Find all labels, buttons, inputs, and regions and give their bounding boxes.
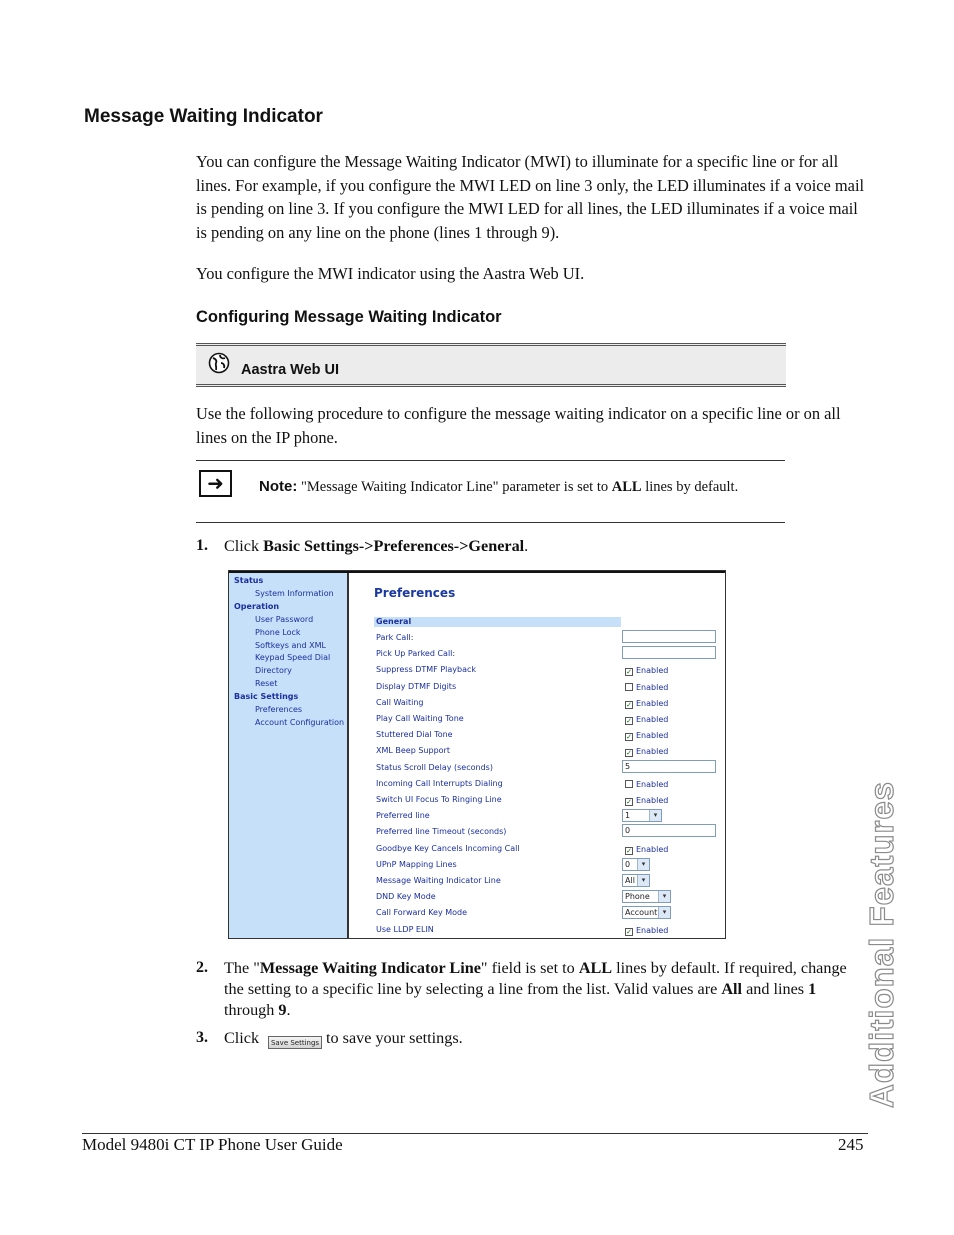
note-bold: ALL <box>611 479 642 495</box>
pref-row-label: Message Waiting Indicator Line <box>376 876 501 885</box>
pref-select[interactable] <box>622 906 671 919</box>
web-ui-screenshot <box>228 570 726 939</box>
note-top-rule <box>196 460 785 461</box>
pref-row-label: Preferred line Timeout (seconds) <box>376 827 507 836</box>
section-title: Message Waiting Indicator <box>84 106 323 127</box>
pref-row-label: Call Forward Key Mode <box>376 908 468 917</box>
nav-group-basic-settings[interactable]: Basic Settings <box>234 692 299 701</box>
pref-row-label: Park Call: <box>376 633 414 642</box>
step-2-mid: " field is set to <box>480 959 579 977</box>
pref-row-label: Incoming Call Interrupts Dialing <box>376 779 503 788</box>
note-text-after: lines by default. <box>641 479 739 495</box>
pref-row-label: Display DTMF Digits <box>376 682 457 691</box>
nav-item-directory[interactable]: Directory <box>255 666 292 675</box>
step-2-mid3: and lines <box>742 980 809 998</box>
globe-icon <box>208 352 230 374</box>
pref-row-label: Suppress DTMF Playback <box>376 665 477 674</box>
intro-paragraph-2: You configure the MWI indicator using the Aastra Web UI. <box>196 264 585 283</box>
step-3-post: to save your settings. <box>326 1029 463 1047</box>
side-tab-label: Additional Features <box>863 780 900 1108</box>
select-value: Account <box>625 908 658 917</box>
note <box>259 478 738 496</box>
pref-select[interactable] <box>622 874 650 887</box>
nav-item-system-information[interactable]: System Information <box>255 589 334 598</box>
note-label: Note: <box>259 478 298 495</box>
preferences-title: Preferences <box>374 586 456 600</box>
pref-row-label: DND Key Mode <box>376 892 436 901</box>
pref-select[interactable] <box>622 858 650 871</box>
checkbox-empty-icon[interactable] <box>625 780 633 788</box>
screenshot-nav <box>229 573 349 938</box>
nav-item-phone-lock[interactable]: Phone Lock <box>255 628 301 637</box>
step-1-text <box>224 536 864 557</box>
step-2-number: 2. <box>196 959 208 976</box>
checkbox-label: Enabled <box>636 780 669 789</box>
pref-text-input[interactable]: 5 <box>622 760 716 773</box>
select-value: All <box>625 876 635 885</box>
pref-checkbox[interactable] <box>625 715 668 725</box>
checkbox-label: Enabled <box>636 747 669 756</box>
checkbox-label: Enabled <box>636 683 669 692</box>
pref-row-label: Call Waiting <box>376 698 424 707</box>
nav-group-operation[interactable]: Operation <box>234 602 280 611</box>
step-2-mid2: lines by default. If required, change the setting to a specific line by selecting a line from the list. Valid values are <box>224 959 847 998</box>
nav-item-user-password[interactable]: User Password <box>255 615 314 624</box>
select-value: Phone <box>625 892 650 901</box>
select-value: 0 <box>625 860 631 869</box>
nav-item-account-configuration[interactable]: Account Configuration <box>255 718 345 727</box>
step-2-field: Message Waiting Indicator Line <box>259 959 481 977</box>
pref-checkbox[interactable] <box>625 747 668 757</box>
nav-item-reset[interactable]: Reset <box>255 679 278 688</box>
checkmark-icon[interactable]: ✓ <box>626 717 632 725</box>
checkmark-icon[interactable]: ✓ <box>626 798 632 806</box>
pref-checkbox[interactable] <box>625 699 668 709</box>
checkbox-label: Enabled <box>636 731 669 740</box>
subsection-title: Configuring Message Waiting Indicator <box>196 308 502 326</box>
note-bottom-rule <box>196 522 785 523</box>
web-ui-label: Aastra Web UI <box>241 362 340 378</box>
checkmark-icon[interactable]: ✓ <box>626 928 632 936</box>
step-3-pre: Click <box>224 1029 260 1047</box>
checkbox-label: Enabled <box>636 845 669 854</box>
checkbox-label: Enabled <box>636 796 669 805</box>
checkbox-label: Enabled <box>636 715 669 724</box>
step-1-number: 1. <box>196 537 208 554</box>
nav-item-keypad-speed-dial[interactable]: Keypad Speed Dial <box>255 653 331 662</box>
checkmark-icon[interactable]: ✓ <box>626 668 632 676</box>
note-text-before: "Message Waiting Indicator Line" parameter is set to <box>300 479 612 495</box>
chevron-down-icon[interactable]: ▾ <box>637 875 649 886</box>
pref-row-label: Status Scroll Delay (seconds) <box>376 763 493 772</box>
nav-item-softkeys-xml[interactable]: Softkeys and XML <box>255 641 326 650</box>
step-1-post: . <box>524 537 529 555</box>
pref-checkbox[interactable] <box>625 683 668 692</box>
pref-row-label: XML Beep Support <box>376 746 450 755</box>
pref-text-input[interactable]: 0 <box>622 824 716 837</box>
pref-row-label: UPnP Mapping Lines <box>376 860 457 869</box>
step-2-text <box>224 958 864 1021</box>
procedure-intro: Use the following procedure to configure the message waiting indicator on a specific line or on all lines on the IP phone. <box>196 404 841 447</box>
step-3-number: 3. <box>196 1029 208 1046</box>
checkmark-icon[interactable]: ✓ <box>626 749 632 757</box>
footer-title: Model 9480i CT IP Phone User Guide <box>82 1135 343 1154</box>
pref-row-label: Switch UI Focus To Ringing Line <box>376 795 502 804</box>
step-2-nine: 9 <box>278 1001 287 1019</box>
pref-checkbox[interactable] <box>625 731 668 741</box>
pref-row-label: Preferred line <box>376 811 430 820</box>
step-1-pre: Click <box>224 537 264 555</box>
pref-checkbox[interactable] <box>625 796 668 806</box>
nav-item-preferences[interactable]: Preferences <box>255 705 303 714</box>
general-group-header: General <box>374 617 621 627</box>
select-value: 1 <box>625 811 631 820</box>
checkmark-icon[interactable]: ✓ <box>626 701 632 709</box>
step-2-pre: The " <box>224 959 260 977</box>
nav-group-status[interactable]: Status <box>234 576 264 585</box>
pref-text-input[interactable] <box>622 630 716 643</box>
checkbox-empty-icon[interactable] <box>625 683 633 691</box>
page-number: 245 <box>838 1135 864 1154</box>
step-2-all: All <box>721 980 743 998</box>
arrow-right-icon: ➜ <box>199 470 232 497</box>
pref-checkbox[interactable] <box>625 926 668 936</box>
step-1-path: Basic Settings->Preferences->General <box>263 537 525 555</box>
pref-row-label: Use LLDP ELIN <box>376 925 434 934</box>
pref-select[interactable] <box>622 890 671 903</box>
pref-checkbox[interactable] <box>625 780 668 789</box>
pref-select[interactable] <box>622 809 662 822</box>
chevron-down-icon[interactable]: ▾ <box>649 810 661 821</box>
checkbox-label: Enabled <box>636 926 669 935</box>
intro-paragraph-1: You can configure the Message Waiting Indicator (MWI) to illuminate for a specific line or for all lines. For example, if you configure the MWI LED on line 3 only, the LED illuminates if a voice mail is pending on line 3. If you configure the MWI LED for all lines, the LED illuminates if a voice mail is pending on any line on the phone (lines 1 through 9). <box>196 152 865 242</box>
pref-row-label: Goodbye Key Cancels Incoming Call <box>376 844 520 853</box>
save-settings-button[interactable]: Save Settings <box>268 1036 322 1049</box>
pref-checkbox[interactable] <box>625 845 668 855</box>
step-2-post: . <box>286 1001 291 1019</box>
checkmark-icon[interactable]: ✓ <box>626 847 632 855</box>
step-2-mid4: through <box>224 1001 279 1019</box>
pref-checkbox[interactable] <box>625 666 668 676</box>
pref-row-label: Stuttered Dial Tone <box>376 730 453 739</box>
chevron-down-icon[interactable]: ▾ <box>637 859 649 870</box>
checkmark-icon[interactable]: ✓ <box>626 733 632 741</box>
step-2-all-caps: ALL <box>578 959 613 977</box>
checkbox-label: Enabled <box>636 666 669 675</box>
checkbox-label: Enabled <box>636 699 669 708</box>
web-ui-banner <box>196 343 786 387</box>
footer-rule <box>82 1133 868 1134</box>
chevron-down-icon[interactable]: ▾ <box>658 891 670 902</box>
step-2-one: 1 <box>808 980 817 998</box>
pref-row-label: Pick Up Parked Call: <box>376 649 456 658</box>
pref-row-label: Play Call Waiting Tone <box>376 714 464 723</box>
pref-text-input[interactable] <box>622 646 716 659</box>
chevron-down-icon[interactable]: ▾ <box>658 907 670 918</box>
